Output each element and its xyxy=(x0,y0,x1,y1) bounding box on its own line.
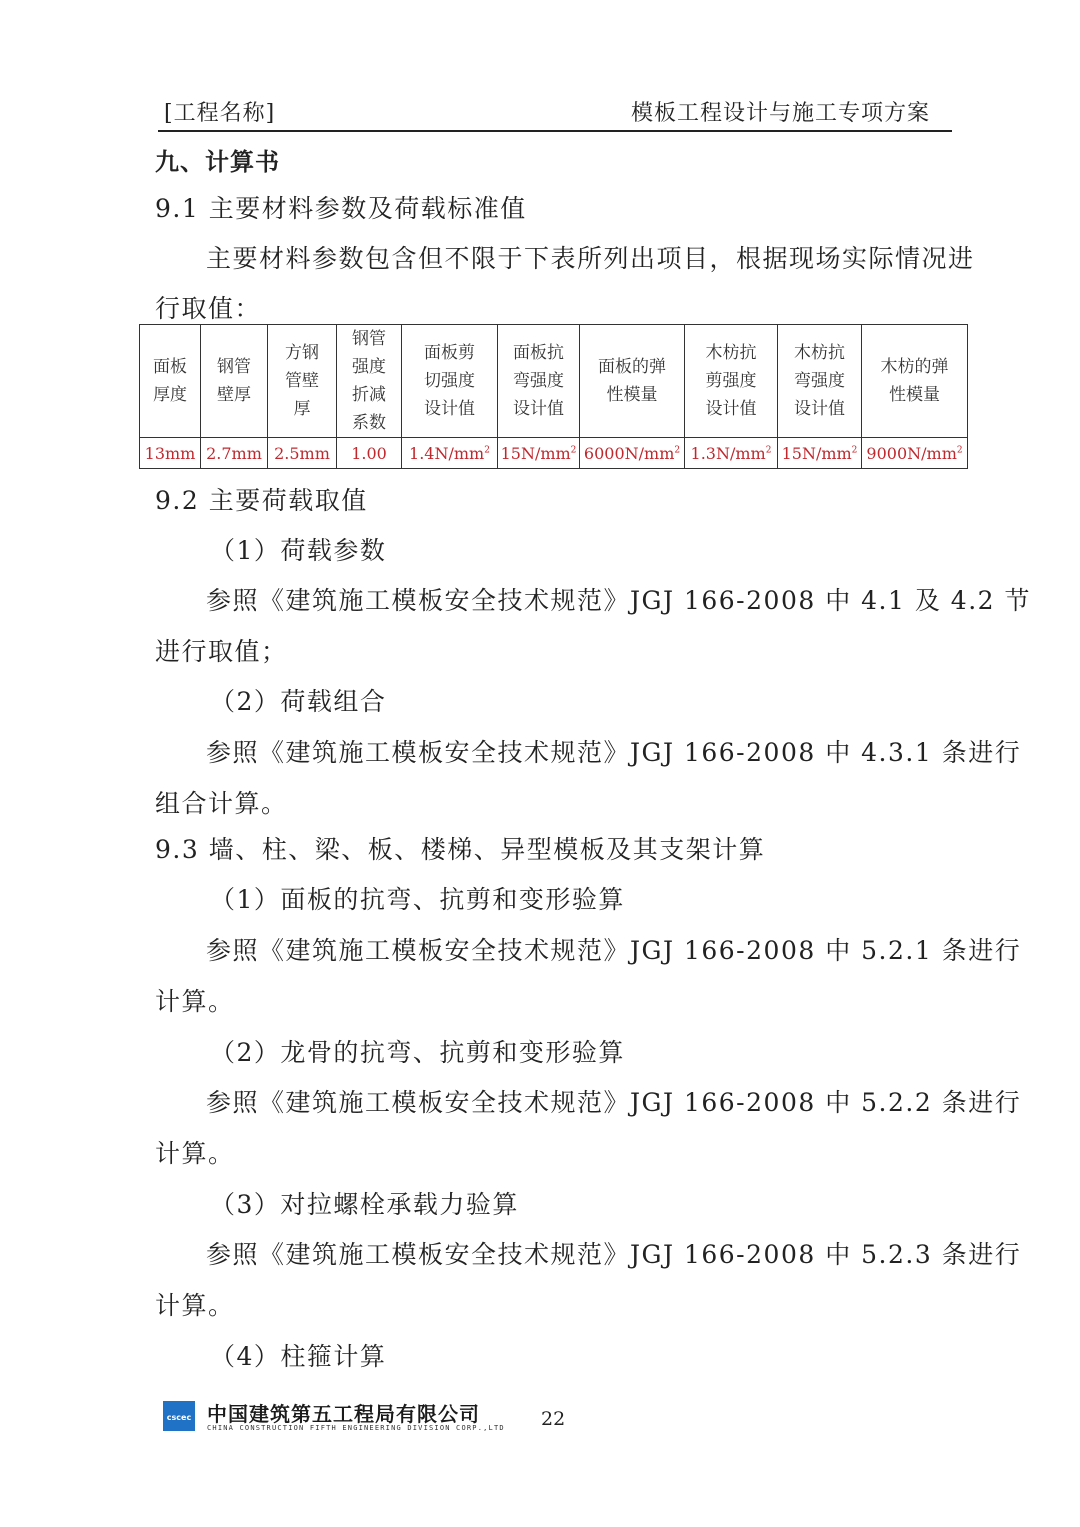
header-square-tube-wall: 方钢 管壁 厚 xyxy=(268,325,337,438)
intro-line-2: 行取值： xyxy=(155,294,262,323)
section-title: 九、计算书 xyxy=(155,148,280,176)
header-panel-bending-strength: 面板抗 弯强度 设计值 xyxy=(498,325,580,438)
subsection-9-1-title: 9.1 主要材料参数及荷载标准值 xyxy=(155,194,527,223)
table-value-row xyxy=(140,438,968,469)
svg-text:cscec: cscec xyxy=(166,1413,192,1422)
header-panel-shear-strength: 面板剪 切强度 设计值 xyxy=(402,325,498,438)
keel-check-text-2: 计算。 xyxy=(155,1139,235,1168)
table-cell: 13mm xyxy=(140,438,201,469)
table-cell: $9000N/mm^2$ xyxy=(862,438,968,469)
header-panel-thickness: 面板 厚度 xyxy=(140,325,201,438)
panel-check-text-1: 参照《建筑施工模板安全技术规范》JGJ 166-2008 中 5.2.1 条进行 xyxy=(206,936,1022,965)
header-timber-shear-strength: 木枋抗 剪强度 设计值 xyxy=(685,325,778,438)
tie-bolt-check-text-2: 计算。 xyxy=(155,1291,235,1320)
load-combination-text-2: 组合计算。 xyxy=(155,789,288,818)
header-pipe-strength-factor: 钢管 强度 折减 系数 xyxy=(337,325,402,438)
tie-bolt-check-item: （3）对拉螺栓承载力验算 xyxy=(210,1190,519,1219)
page-number: 22 xyxy=(541,1408,566,1430)
table-cell: 1.00 xyxy=(337,438,402,469)
column-hoop-item: （4）柱箍计算 xyxy=(210,1342,387,1371)
table-cell: $1.3N/mm^2$ xyxy=(685,438,778,469)
intro-line-1: 主要材料参数包含但不限于下表所列出项目，根据现场实际情况进 xyxy=(206,244,975,273)
load-parameters-text-1: 参照《建筑施工模板安全技术规范》JGJ 166-2008 中 4.1 及 4.2 节 xyxy=(206,586,1032,615)
table-cell: $1.4N/mm^2$ xyxy=(402,438,498,469)
table-cell: $15N/mm^2$ xyxy=(498,438,580,469)
header-panel-elastic-modulus: 面板的弹 性模量 xyxy=(580,325,685,438)
table-cell: 2.5mm xyxy=(268,438,337,469)
panel-check-item: （1）面板的抗弯、抗剪和变形验算 xyxy=(210,885,625,914)
keel-check-item: （2）龙骨的抗弯、抗剪和变形验算 xyxy=(210,1038,625,1067)
header-timber-elastic-modulus: 木枋的弹 性模量 xyxy=(862,325,968,438)
project-name-placeholder: [工程名称] xyxy=(164,101,276,126)
load-parameters-text-2: 进行取值； xyxy=(155,637,288,666)
subsection-9-3-title: 9.3 墙、柱、梁、板、楼梯、异型模板及其支架计算 xyxy=(155,835,766,864)
table-cell: $15N/mm^2$ xyxy=(778,438,862,469)
page-header xyxy=(158,94,952,132)
load-combination-text-1: 参照《建筑施工模板安全技术规范》JGJ 166-2008 中 4.3.1 条进行 xyxy=(206,738,1022,767)
material-parameters-table xyxy=(139,324,968,469)
subsection-9-2-title: 9.2 主要荷载取值 xyxy=(155,486,368,515)
load-combination-item: （2）荷载组合 xyxy=(210,687,387,716)
company-logo xyxy=(163,1401,195,1431)
keel-check-text-1: 参照《建筑施工模板安全技术规范》JGJ 166-2008 中 5.2.2 条进行 xyxy=(206,1088,1022,1117)
tie-bolt-check-text-1: 参照《建筑施工模板安全技术规范》JGJ 166-2008 中 5.2.3 条进行 xyxy=(206,1240,1022,1269)
table-header-row xyxy=(140,325,968,438)
company-name-english: CHINA CONSTRUCTION FIFTH ENGINEERING DIVISION CORP.,LTD xyxy=(207,1424,505,1432)
panel-check-text-2: 计算。 xyxy=(155,987,235,1016)
company-name: 中国建筑第五工程局有限公司 xyxy=(207,1402,480,1426)
document-title: 模板工程设计与施工专项方案 xyxy=(630,101,930,126)
table-cell: $6000N/mm^2$ xyxy=(580,438,685,469)
header-timber-bending-strength: 木枋抗 弯强度 设计值 xyxy=(778,325,862,438)
header-pipe-wall-thickness: 钢管 壁厚 xyxy=(201,325,268,438)
load-parameters-item: （1）荷载参数 xyxy=(210,536,387,565)
table-cell: 2.7mm xyxy=(201,438,268,469)
